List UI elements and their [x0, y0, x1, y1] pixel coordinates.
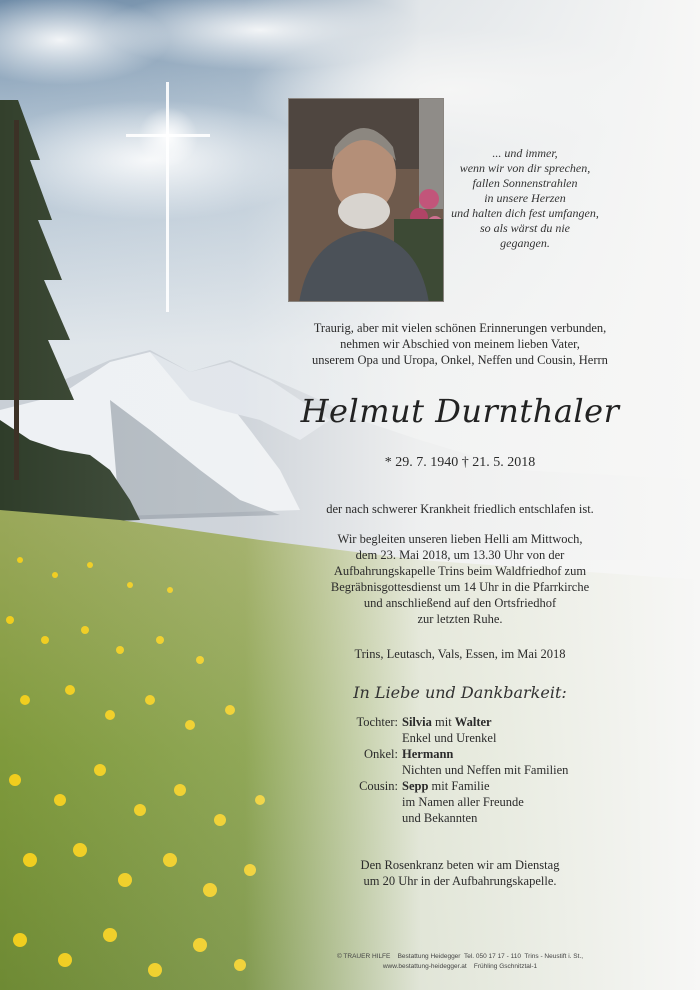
deceased-name: Helmut Durnthaler [300, 392, 620, 430]
footer-link[interactable]: www.bestattung-heidegger.at Frühling Gschnitztal-1 [382, 963, 538, 970]
quote-line: ... und immer, [492, 146, 558, 160]
funeral-line: und anschließend auf den Ortsfriedhof [363, 596, 557, 610]
mourner-name: Hermann [402, 747, 454, 761]
death-note: der nach schwerer Krankheit friedlich entschlafen ist. [326, 502, 594, 516]
mourner-row [330, 714, 630, 730]
rosary-line: Den Rosenkranz beten wir am Dienstag [360, 858, 560, 872]
intro-text [250, 320, 670, 368]
funeral-line: Aufbahrungskapelle Trins beim Waldfriedhof zum [333, 564, 587, 578]
mourner-name: Walter [454, 715, 492, 729]
mourner-name: Sepp [402, 779, 429, 793]
footer-imprint [300, 952, 620, 972]
funeral-line: Begräbnisgottesdienst um 14 Uhr in die Pfarrkirche [330, 580, 590, 594]
memorial-quote [440, 146, 610, 251]
portrait-photo [288, 98, 444, 302]
mourner-detail: mit Familie [428, 779, 490, 793]
mourner-connector: mit [431, 715, 455, 729]
footer-line: © TRAUER HILFE Bestattung Heidegger Tel. 050 17 17 - 110 Trins - Neustift i. St., [336, 953, 584, 960]
intro-line: nehmen wir Abschied von meinem lieben Vater, [340, 337, 580, 351]
mourner-label: Onkel: [363, 747, 398, 761]
quote-line: gegangen. [500, 236, 550, 250]
quote-line: wenn wir von dir sprechen, [459, 161, 591, 175]
mourner-row [330, 794, 630, 810]
mourner-detail: Enkel und Urenkel [402, 731, 497, 745]
mourner-row [330, 762, 630, 778]
funeral-line: dem 23. Mai 2018, um 13.30 Uhr von der [355, 548, 565, 562]
place-date: Trins, Leutasch, Vals, Essen, im Mai 2018 [354, 647, 566, 661]
quote-line: und halten dich fest umfangen, [451, 206, 599, 220]
rosary-note [250, 857, 670, 889]
mourner-detail: und Bekannten [402, 811, 478, 825]
funeral-details [250, 531, 670, 627]
mourner-row [330, 746, 630, 762]
mourner-detail: Nichten und Neffen mit Familien [402, 763, 569, 777]
intro-line: unserem Opa und Uropa, Onkel, Neffen und Cousin, Herrn [312, 353, 608, 367]
thanks-heading: In Liebe und Dankbarkeit: [353, 683, 567, 702]
mourner-row [330, 778, 630, 794]
mourner-name: Silvia [402, 715, 432, 729]
mourner-detail: im Namen aller Freunde [402, 795, 524, 809]
mourner-label: Tochter: [356, 715, 398, 729]
quote-line: so als wärst du nie [479, 221, 570, 235]
mourner-row [330, 730, 630, 746]
intro-line: Traurig, aber mit vielen schönen Erinnerungen verbunden, [313, 321, 607, 335]
quote-line: fallen Sonnenstrahlen [472, 176, 578, 190]
mourner-label: Cousin: [359, 779, 398, 793]
rosary-line: um 20 Uhr in der Aufbahrungskapelle. [363, 874, 557, 888]
mourners-list [330, 714, 630, 826]
life-dates: * 29. 7. 1940 † 21. 5. 2018 [384, 455, 536, 470]
funeral-line: Wir begleiten unseren lieben Helli am Mittwoch, [337, 532, 583, 546]
funeral-line: zur letzten Ruhe. [417, 612, 503, 626]
quote-line: in unsere Herzen [484, 191, 566, 205]
mourner-row [330, 810, 630, 826]
